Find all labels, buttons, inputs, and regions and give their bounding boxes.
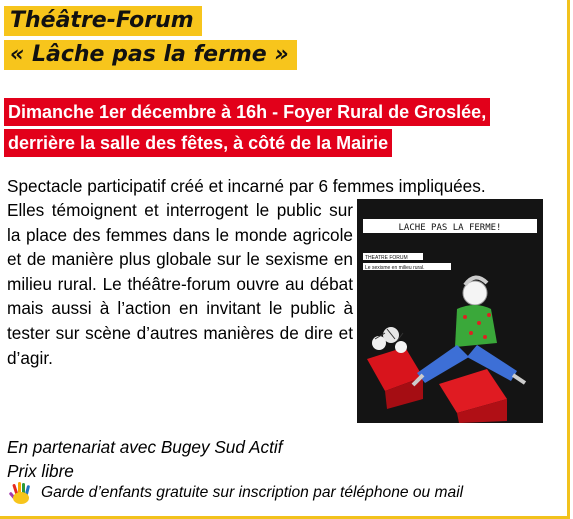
show-poster — [357, 199, 543, 423]
event-venue-directions: derrière la salle des fêtes, à côté de la Mairie — [4, 129, 392, 157]
event-date-location: Dimanche 1er décembre à 16h - Foyer Rural de Groslée, — [4, 98, 490, 126]
title-block — [4, 6, 297, 70]
partner-credit: En partenariat avec Bugey Sud Actif — [7, 437, 283, 457]
title-line-1: Théâtre-Forum — [4, 6, 202, 36]
poster-illustration — [357, 199, 543, 423]
colorful-hand-icon — [9, 480, 35, 506]
poster-headline: LACHE PAS LA FERME! — [398, 223, 502, 233]
title-line-2: « Lâche pas la ferme » — [4, 40, 297, 70]
description-intro: Spectacle participatif créé et incarné par 6 femmes impliquées. — [7, 176, 486, 196]
childcare-notice — [9, 480, 463, 506]
event-details — [4, 98, 490, 157]
poster-label: THEATRE FORUM — [365, 255, 408, 261]
poster-subtitle: Le sexisme en milieu rural. — [365, 265, 425, 271]
description-body: Elles témoignent et interrogent le public sur la place des femmes dans le monde agricole et de manière plus globale sur le sexisme en milieu rural. Le théâtre-forum ouvre au débat mais aussi à l’action en invitant le public à tester sur scène d’autres manières de dire et d’agir. — [7, 200, 353, 368]
price-info: Prix libre — [7, 461, 74, 481]
childcare-text: Garde d’enfants gratuite sur inscription par téléphone ou mail — [41, 484, 464, 501]
